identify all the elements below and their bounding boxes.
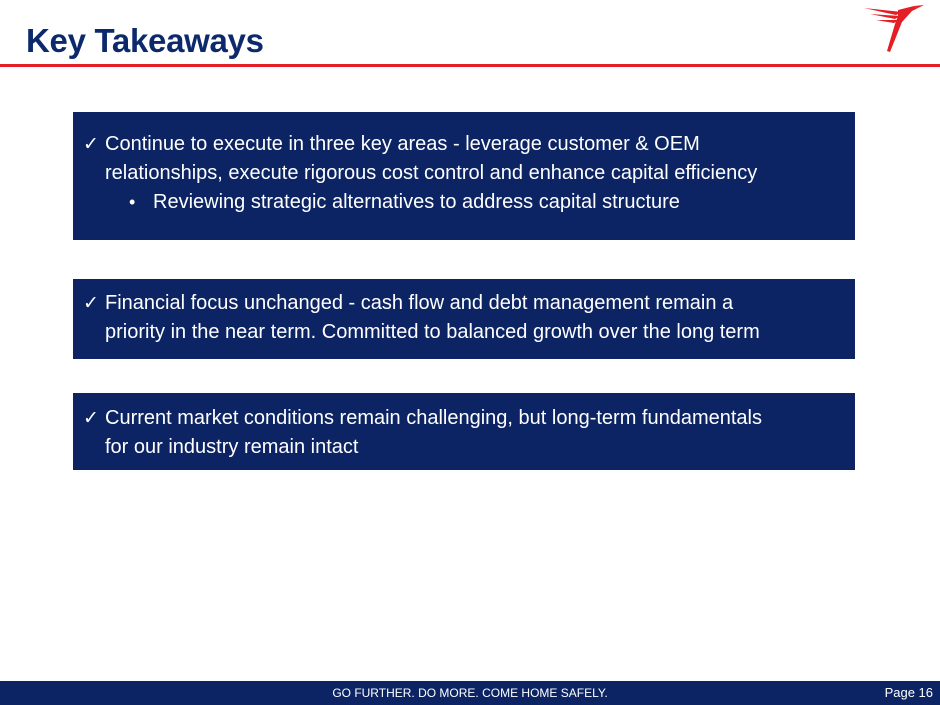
takeaway-text: relationships, execute rigorous cost control and enhance capital efficiency [105,162,758,184]
takeaway-line [83,318,845,347]
takeaway-item [83,130,845,217]
takeaway-item [83,289,845,347]
takeaway-line [83,159,845,188]
footer-bar [0,681,940,705]
takeaway-line [83,433,845,462]
bullet-icon: • [129,192,136,212]
footer-tagline: GO FURTHER. DO MORE. COME HOME SAFELY. [332,686,608,700]
title-divider [0,64,940,67]
takeaway-text: Current market conditions remain challenging, but long-term fundamentals [105,407,763,429]
page-number: Page 16 [884,685,933,700]
takeaway-box-3 [73,393,855,470]
sub-bullet-text: Reviewing strategic alternatives to address capital structure [153,191,680,213]
takeaway-text: priority in the near term. Committed to balanced growth over the long term [105,321,760,343]
takeaway-text: Continue to execute in three key areas - leverage customer & OEM [105,133,700,155]
sub-bullet-line [83,188,845,217]
takeaway-line [83,289,845,318]
checkmark-icon: ✓ [83,293,99,314]
takeaway-text: for our industry remain intact [105,436,359,458]
slide-title: Key Takeaways [26,22,264,59]
takeaway-line [83,130,845,159]
takeaway-box-1 [73,112,855,240]
checkmark-icon: ✓ [83,408,99,429]
bird-logo-icon [862,2,926,54]
takeaway-box-2 [73,279,855,359]
takeaway-line [83,404,845,433]
takeaway-item [83,404,845,462]
checkmark-icon: ✓ [83,134,99,155]
takeaway-text: Financial focus unchanged - cash flow and debt management remain a [105,292,734,314]
